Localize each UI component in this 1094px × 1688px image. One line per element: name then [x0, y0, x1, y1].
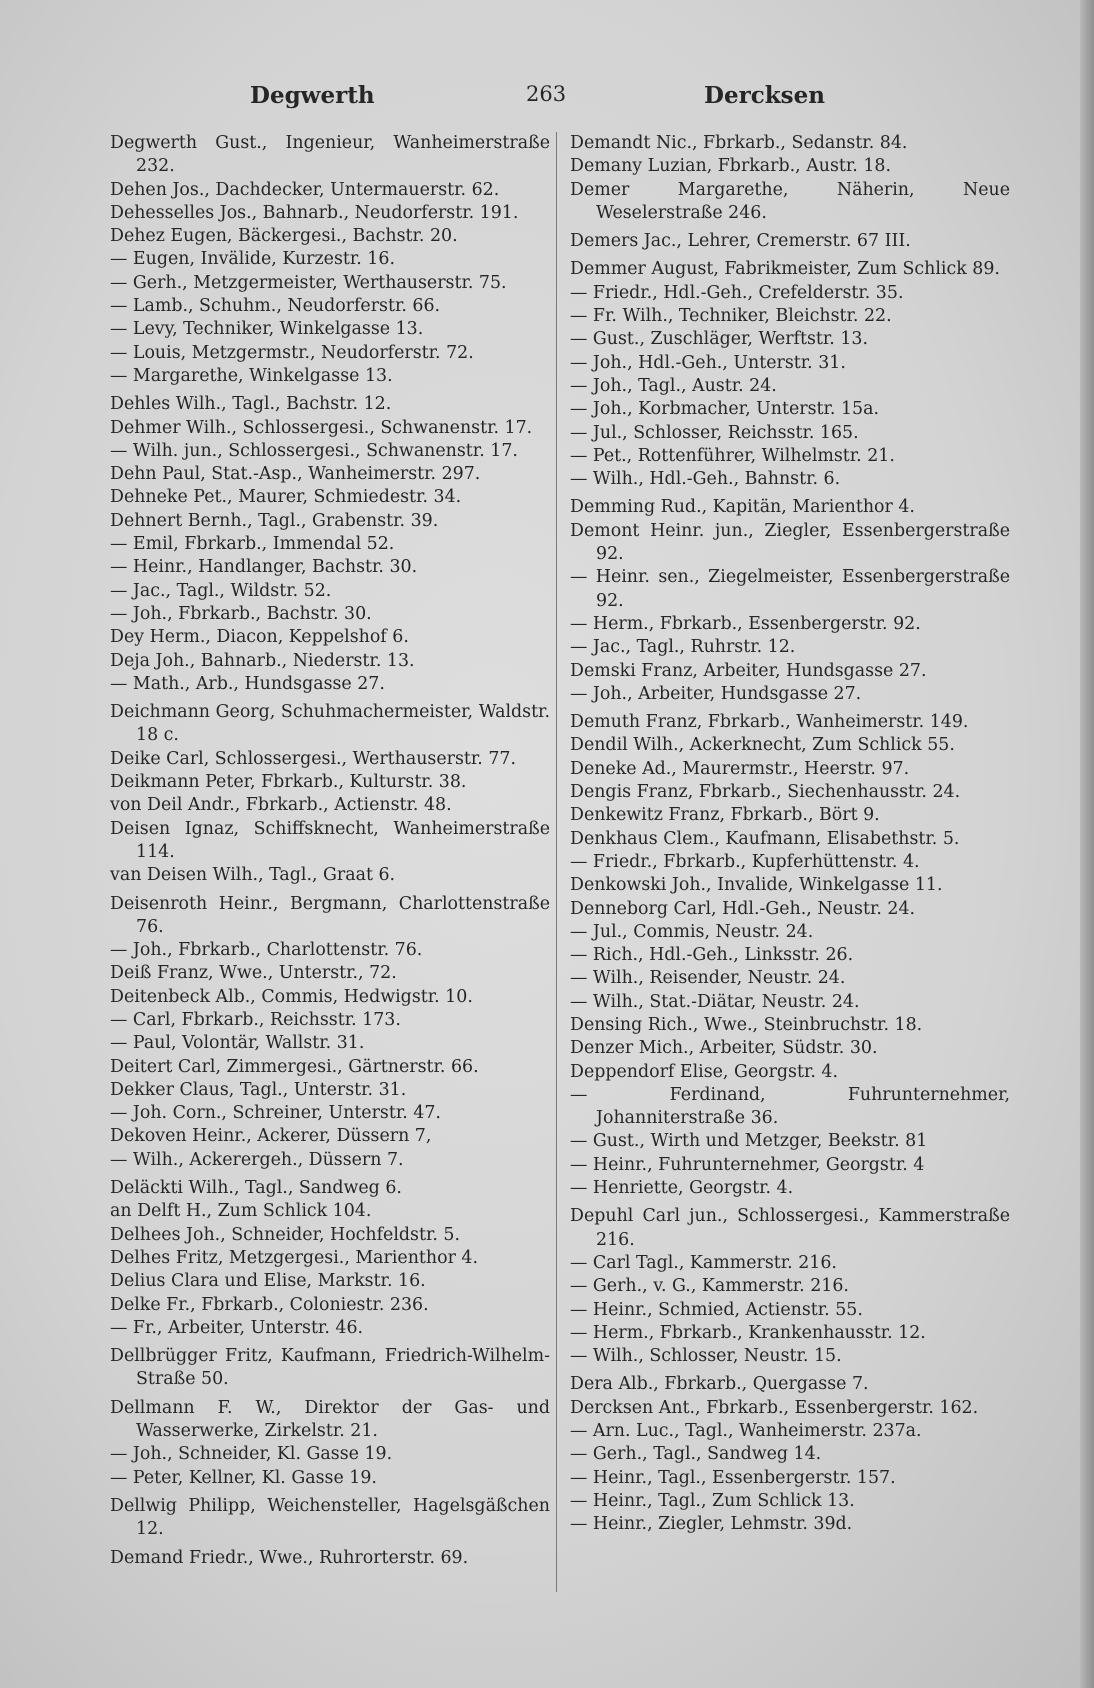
directory-entry: — Joh., Schneider, Kl. Gasse 19. [110, 1444, 393, 1465]
directory-entry: Delke Fr., Fbrkarb., Coloniestr. 236. [110, 1294, 429, 1315]
directory-entry: — Wilh., Hdl.-Geh., Bahnstr. 6. [570, 469, 841, 490]
directory-entry: Deiß Franz, Wwe., Unterstr., 72. [110, 963, 397, 984]
directory-entry: Dercksen Ant., Fbrkarb., Essenbergerstr. 162. [570, 1397, 979, 1418]
directory-entry: — Louis, Metzgermstr., Neudorferstr. 72. [110, 342, 474, 363]
directory-entry: von Deil Andr., Fbrkarb., Actienstr. 48. [110, 795, 452, 816]
directory-entry: — Margarethe, Winkelgasse 13. [110, 365, 393, 386]
directory-entry: — Wilh., Schlosser, Neustr. 15. [570, 1346, 842, 1367]
directory-entry: — Eugen, Invälide, Kurzestr. 16. [110, 249, 395, 270]
directory-entry: Deitert Carl, Zimmergesi., Gärtnerstr. 66. [110, 1056, 479, 1077]
directory-entry: Denzer Mich., Arbeiter, Südstr. 30. [570, 1038, 878, 1059]
directory-entry: — Jul., Commis, Neustr. 24. [570, 921, 814, 942]
header-right-title: Dercksen [704, 82, 825, 109]
page-edge [1080, 0, 1094, 1688]
directory-entry: — Wilh., Reisender, Neustr. 24. [570, 968, 846, 989]
directory-entry: — Fr., Arbeiter, Unterstr. 46. [110, 1317, 364, 1338]
directory-entry: Demont Heinr. jun., Ziegler, Essenbergerstraße 92. [570, 520, 1010, 565]
directory-entry: Denkewitz Franz, Fbrkarb., Bört 9. [570, 805, 880, 826]
directory-entry: Delhees Joh., Schneider, Hochfeldstr. 5. [110, 1224, 461, 1245]
directory-entry: — Heinr., Ziegler, Lehmstr. 39d. [570, 1514, 853, 1535]
directory-entry: — Gerh., Metzgermeister, Werthauserstr. 75. [110, 272, 507, 293]
directory-entry: — Joh., Tagl., Austr. 24. [570, 375, 777, 396]
right-column [570, 132, 1010, 1537]
directory-entry: — Joh. Corn., Schreiner, Unterstr. 47. [110, 1103, 441, 1124]
directory-entry: — Gust., Zuschläger, Werftstr. 13. [570, 329, 868, 350]
directory-entry: — Jul., Schlosser, Reichsstr. 165. [570, 422, 859, 443]
directory-entry: Dey Herm., Diacon, Keppelshof 6. [110, 627, 409, 648]
directory-entry: — Wilh., Stat.-Diätar, Neustr. 24. [570, 991, 860, 1012]
directory-entry: Demmer August, Fabrikmeister, Zum Schlick 89. [570, 259, 1000, 280]
directory-entry: — Wilh., Ackerergeh., Düssern 7. [110, 1149, 404, 1170]
directory-entry: Dehez Eugen, Bäckergesi., Bachstr. 20. [110, 226, 458, 247]
directory-entry: Depuhl Carl jun., Schlossergesi., Kammerstraße 216. [570, 1206, 1010, 1250]
directory-entry: — Wilh. jun., Schlossergesi., Schwanenstr. 17. [110, 440, 518, 461]
directory-entry: — Joh., Arbeiter, Hundsgasse 27. [570, 683, 862, 704]
column-divider [556, 132, 557, 1592]
directory-entry: Denkowski Joh., Invalide, Winkelgasse 11. [570, 875, 943, 896]
directory-entry: Dera Alb., Fbrkarb., Quergasse 7. [570, 1374, 869, 1395]
directory-entry: Dehnert Bernh., Tagl., Grabenstr. 39. [110, 510, 439, 531]
directory-entry: Dekker Claus, Tagl., Unterstr. 31. [110, 1079, 407, 1100]
directory-entry: an Delft H., Zum Schlick 104. [110, 1201, 372, 1222]
directory-entry: Dengis Franz, Fbrkarb., Siechenhausstr. 24. [570, 782, 961, 803]
directory-entry: Deisenroth Heinr., Bergmann, Charlottenstraße 76. [110, 893, 550, 937]
directory-entry: Delius Clara und Elise, Markstr. 16. [110, 1271, 426, 1292]
directory-entry: — Joh., Fbrkarb., Bachstr. 30. [110, 603, 372, 624]
directory-entry: Demers Jac., Lehrer, Cremerstr. 67 III. [570, 231, 911, 252]
directory-entry: Dendil Wilh., Ackerknecht, Zum Schlick 55. [570, 735, 955, 756]
directory-entry: Deike Carl, Schlossergesi., Werthauserstr. 77. [110, 748, 516, 769]
directory-entry: — Gust., Wirth und Metzger, Beekstr. 81 [570, 1131, 928, 1152]
directory-entry: Dehesselles Jos., Bahnarb., Neudorferstr. 191. [110, 202, 519, 223]
directory-entry: — Heinr. sen., Ziegelmeister, Essenbergerstraße 92. [570, 567, 1010, 611]
directory-entry: — Levy, Techniker, Winkelgasse 13. [110, 319, 424, 340]
directory-entry: — Ferdinand, Fuhrunternehmer, Johanniterstraße 36. [570, 1084, 1010, 1129]
directory-entry: Dehmer Wilh., Schlossergesi., Schwanenstr. 17. [110, 417, 533, 438]
directory-entry: — Herm., Fbrkarb., Krankenhausstr. 12. [570, 1322, 926, 1343]
directory-entry: Demer Margarethe, Näherin, Neue Weselerstraße 246. [570, 179, 1010, 223]
directory-entry: — Friedr., Fbrkarb., Kupferhüttenstr. 4. [570, 851, 920, 872]
left-column [110, 132, 550, 1570]
directory-entry: Demany Luzian, Fbrkarb., Austr. 18. [570, 156, 891, 177]
directory-entry: Deikmann Peter, Fbrkarb., Kulturstr. 38. [110, 772, 467, 793]
directory-entry: — Carl Tagl., Kammerstr. 216. [570, 1252, 837, 1273]
directory-entry: — Carl, Fbrkarb., Reichsstr. 173. [110, 1009, 401, 1030]
directory-entry: Demski Franz, Arbeiter, Hundsgasse 27. [570, 660, 927, 681]
directory-entry: Deläckti Wilh., Tagl., Sandweg 6. [110, 1178, 402, 1199]
directory-entry: Densing Rich., Wwe., Steinbruchstr. 18. [570, 1014, 923, 1035]
directory-entry: Deppendorf Elise, Georgstr. 4. [570, 1061, 839, 1082]
directory-entry: — Paul, Volontär, Wallstr. 31. [110, 1033, 365, 1054]
directory-entry: Demandt Nic., Fbrkarb., Sedanstr. 84. [570, 133, 908, 153]
directory-entry: — Jac., Tagl., Ruhrstr. 12. [570, 637, 796, 658]
directory-entry: Demming Rud., Kapitän, Marienthor 4. [570, 497, 915, 518]
directory-entry: Denkhaus Clem., Kaufmann, Elisabethstr. 5. [570, 828, 960, 849]
directory-entry: Dehneke Pet., Maurer, Schmiedestr. 34. [110, 487, 462, 508]
directory-entry: Deneke Ad., Maurermstr., Heerstr. 97. [570, 758, 910, 779]
directory-entry: — Herm., Fbrkarb., Essenbergerstr. 92. [570, 613, 921, 634]
directory-entry: — Friedr., Hdl.-Geh., Crefelderstr. 35. [570, 282, 904, 303]
directory-entry: Dellbrügger Fritz, Kaufmann, Friedrich-Wilhelm-Straße 50. [110, 1346, 550, 1390]
directory-entry: — Henriette, Georgstr. 4. [570, 1178, 794, 1199]
directory-entry: — Heinr., Tagl., Zum Schlick 13. [570, 1490, 855, 1511]
directory-entry: — Heinr., Fuhrunternehmer, Georgstr. 4 [570, 1154, 925, 1175]
directory-entry: Dehles Wilh., Tagl., Bachstr. 12. [110, 394, 392, 415]
directory-entry: van Deisen Wilh., Tagl., Graat 6. [110, 865, 396, 886]
directory-entry: — Fr. Wilh., Techniker, Bleichstr. 22. [570, 306, 892, 327]
directory-entry: Dellmann F. W., Direktor der Gas- und Wasserwerke, Zirkelstr. 21. [110, 1397, 550, 1442]
page-number: 263 [526, 82, 567, 106]
directory-entry: — Peter, Kellner, Kl. Gasse 19. [110, 1467, 377, 1488]
directory-entry: — Lamb., Schuhm., Neudorferstr. 66. [110, 296, 441, 317]
directory-entry: Dekoven Heinr., Ackerer, Düssern 7, [110, 1126, 432, 1147]
directory-entry: — Heinr., Tagl., Essenbergerstr. 157. [570, 1467, 896, 1488]
directory-entry: — Gerh., Tagl., Sandweg 14. [570, 1444, 822, 1465]
header-left-title: Degwerth [250, 82, 375, 109]
directory-entry: — Arn. Luc., Tagl., Wanheimerstr. 237a. [570, 1421, 922, 1442]
directory-entry: Deitenbeck Alb., Commis, Hedwigstr. 10. [110, 986, 473, 1007]
directory-entry: Delhes Fritz, Metzgergesi., Marienthor 4. [110, 1247, 479, 1268]
directory-entry: Demand Friedr., Wwe., Ruhrorterstr. 69. [110, 1547, 469, 1568]
directory-entry: — Joh., Korbmacher, Unterstr. 15a. [570, 399, 879, 420]
directory-entry: Dellwig Philipp, Weichensteller, Hagelsgäßchen 12. [110, 1495, 550, 1540]
directory-entry: — Math., Arb., Hundsgasse 27. [110, 673, 385, 694]
directory-entry: Dehn Paul, Stat.-Asp., Wanheimerstr. 297. [110, 464, 481, 485]
directory-entry: — Heinr., Schmied, Actienstr. 55. [570, 1299, 863, 1320]
directory-entry: — Rich., Hdl.-Geh., Linksstr. 26. [570, 945, 854, 966]
directory-entry: — Gerh., v. G., Kammerstr. 216. [570, 1276, 849, 1297]
directory-entry: — Pet., Rottenführer, Wilhelmstr. 21. [570, 445, 895, 466]
directory-entry: — Joh., Fbrkarb., Charlottenstr. 76. [110, 940, 423, 961]
directory-entry: Deja Joh., Bahnarb., Niederstr. 13. [110, 650, 415, 671]
directory-entry: Deisen Ignaz, Schiffsknecht, Wanheimerstraße 114. [110, 818, 550, 862]
directory-entry: Deichmann Georg, Schuhmachermeister, Waldstr. 18 c. [110, 702, 550, 746]
directory-entry: Denneborg Carl, Hdl.-Geh., Neustr. 24. [570, 898, 916, 919]
directory-entry: — Jac., Tagl., Wildstr. 52. [110, 580, 332, 601]
page-header [110, 78, 990, 118]
directory-entry: Demuth Franz, Fbrkarb., Wanheimerstr. 149. [570, 712, 969, 733]
directory-entry: Dehen Jos., Dachdecker, Untermauerstr. 62. [110, 179, 500, 200]
directory-entry: Degwerth Gust., Ingenieur, Wanheimerstraße 232. [110, 133, 550, 177]
directory-entry: — Emil, Fbrkarb., Immendal 52. [110, 534, 395, 555]
directory-entry: — Heinr., Handlanger, Bachstr. 30. [110, 557, 418, 578]
directory-entry: — Joh., Hdl.-Geh., Unterstr. 31. [570, 352, 846, 373]
